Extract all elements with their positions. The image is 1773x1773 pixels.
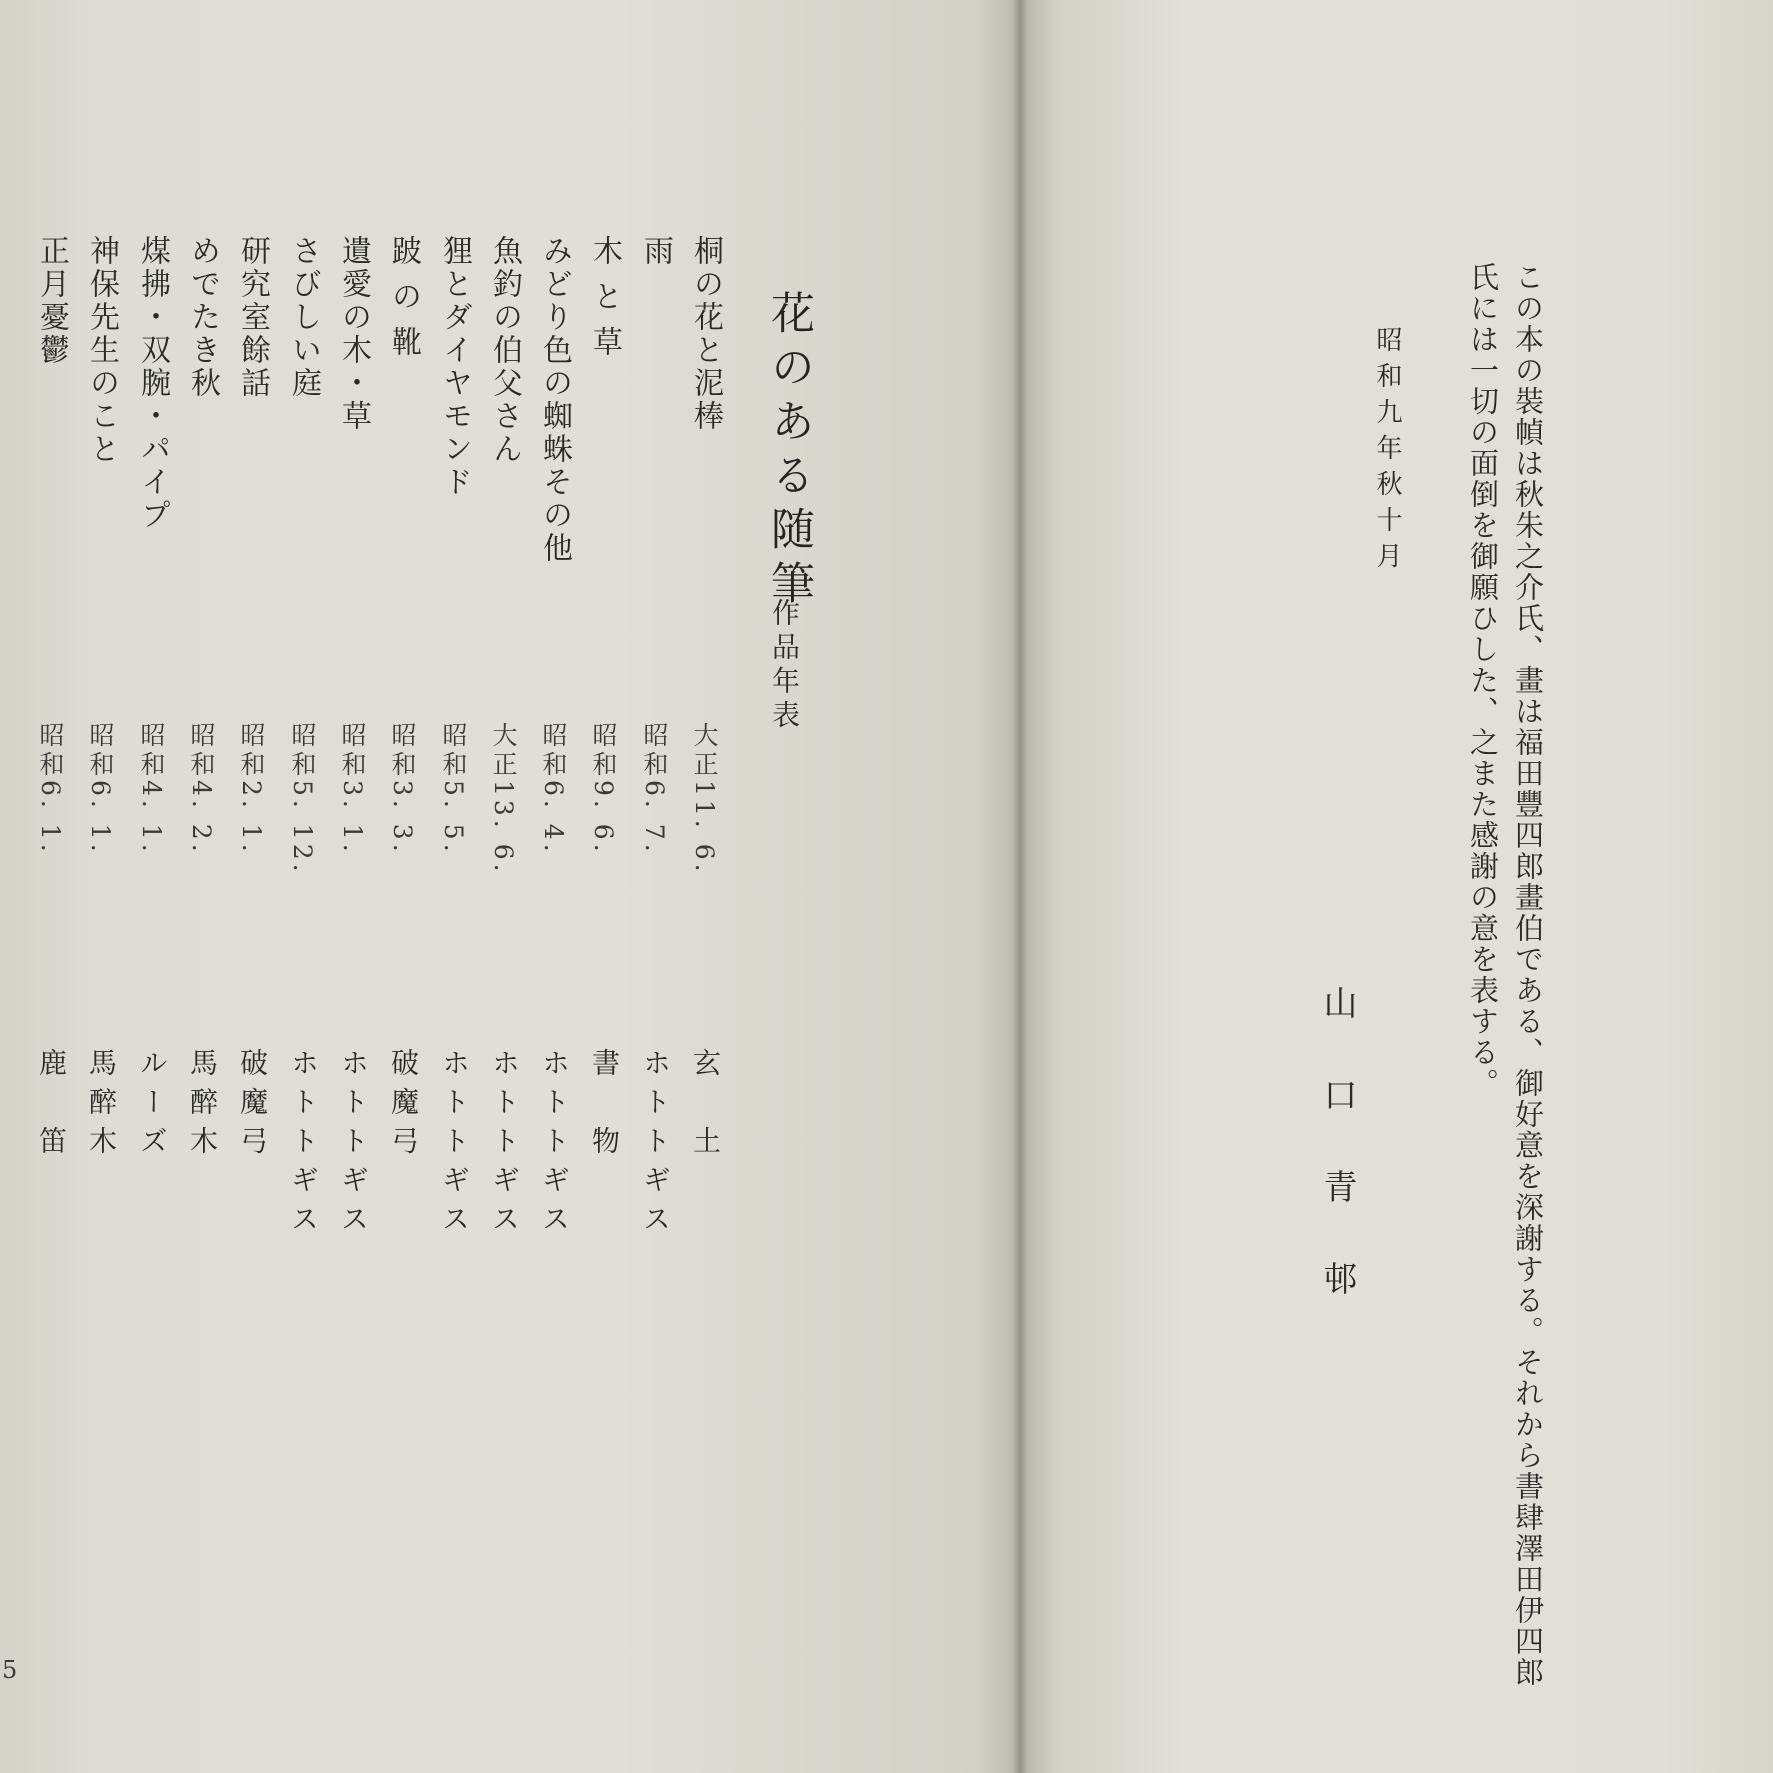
toc-entry-date: 大正11. 6. xyxy=(690,722,719,876)
toc-entry-title: 神保先生のこと xyxy=(84,235,119,466)
toc-entry-title: みどり色の蜘蛛その他 xyxy=(537,235,572,565)
toc-entry-publication: ホトトギス xyxy=(538,1048,571,1243)
toc-entry-title: 跛 の 靴 xyxy=(386,235,421,360)
toc-entry-date: 昭和9. 6. xyxy=(589,722,618,856)
toc-entry-publication: ホトトギス xyxy=(438,1048,471,1243)
toc-entry-title: 雨 xyxy=(638,235,673,268)
toc-title: 花のある随筆 xyxy=(763,290,814,614)
toc-entry-date: 大正13. 6. xyxy=(489,722,518,876)
toc-entry-title: 研究室餘話 xyxy=(235,235,270,400)
author-name: 山口青邨 xyxy=(1317,985,1357,1353)
colophon-line-2: 氏には一切の面倒を御願ひした、之また感謝の意を表する。 xyxy=(1466,262,1500,1099)
toc-entry-publication: 馬醉木 xyxy=(186,1048,219,1165)
toc-entry-publication: ルーズ xyxy=(136,1048,169,1165)
toc-entry-title: さびしい庭 xyxy=(286,235,321,400)
toc-entry-title: めでたき秋 xyxy=(185,235,220,400)
toc-entry-date: 昭和6. 4. xyxy=(539,722,568,856)
right-page xyxy=(1020,0,1773,1773)
toc-entry-title: 煤拂・双腕・パイプ xyxy=(135,235,170,532)
toc-entry-date: 昭和2. 1. xyxy=(237,722,266,856)
signature-date: 昭和九年秋十月 xyxy=(1372,326,1402,578)
colophon-line-1: この本の裝幀は秋朱之介氏、畫は福田豐四郎畫伯である、御好意を深謝する。それから書肆澤田伊四郎 xyxy=(1511,262,1545,1688)
book-gutter xyxy=(1012,0,1028,1773)
toc-entry-date: 昭和4. 2. xyxy=(187,722,216,856)
toc-entry-publication: 破魔弓 xyxy=(236,1048,269,1165)
toc-entry-date: 昭和3. 3. xyxy=(388,722,417,856)
toc-entry-publication: 鹿 笛 xyxy=(35,1048,68,1165)
toc-entry-publication: ホトトギス xyxy=(639,1048,672,1243)
toc-entry-publication: 書 物 xyxy=(588,1048,621,1165)
toc-entry-publication: ホトトギス xyxy=(488,1048,521,1243)
toc-entry-title: 魚釣の伯父さん xyxy=(487,235,522,466)
toc-entry-title: 正月憂鬱 xyxy=(34,235,69,367)
toc-entry-publication: ホトトギス xyxy=(337,1048,370,1243)
toc-entry-date: 昭和4. 1. xyxy=(137,722,166,856)
toc-entry-date: 昭和3. 1. xyxy=(338,722,367,856)
toc-entry-title: 桐の花と泥棒 xyxy=(688,235,723,433)
toc-entry-title: 狸とダイヤモンド xyxy=(437,235,472,499)
toc-entry-title: 遺愛の木・草 xyxy=(336,235,371,433)
toc-entry-publication: ホトトギス xyxy=(287,1048,320,1243)
toc-entry-date: 昭和5. 12. xyxy=(288,722,317,876)
toc-entry-date: 昭和6. 1. xyxy=(36,722,65,856)
toc-entry-title: 木 と 草 xyxy=(587,235,622,360)
toc-subtitle: 作品年表 xyxy=(768,598,801,734)
toc-entry-date: 昭和5. 5. xyxy=(439,722,468,856)
toc-entry-publication: 馬醉木 xyxy=(85,1048,118,1165)
toc-entry-publication: 玄 土 xyxy=(689,1048,722,1165)
toc-entry-publication: 破魔弓 xyxy=(387,1048,420,1165)
toc-entry-date: 昭和6. 7. xyxy=(640,722,669,856)
toc-entry-date: 昭和6. 1. xyxy=(86,722,115,856)
page-number: 5 xyxy=(2,1656,18,1684)
